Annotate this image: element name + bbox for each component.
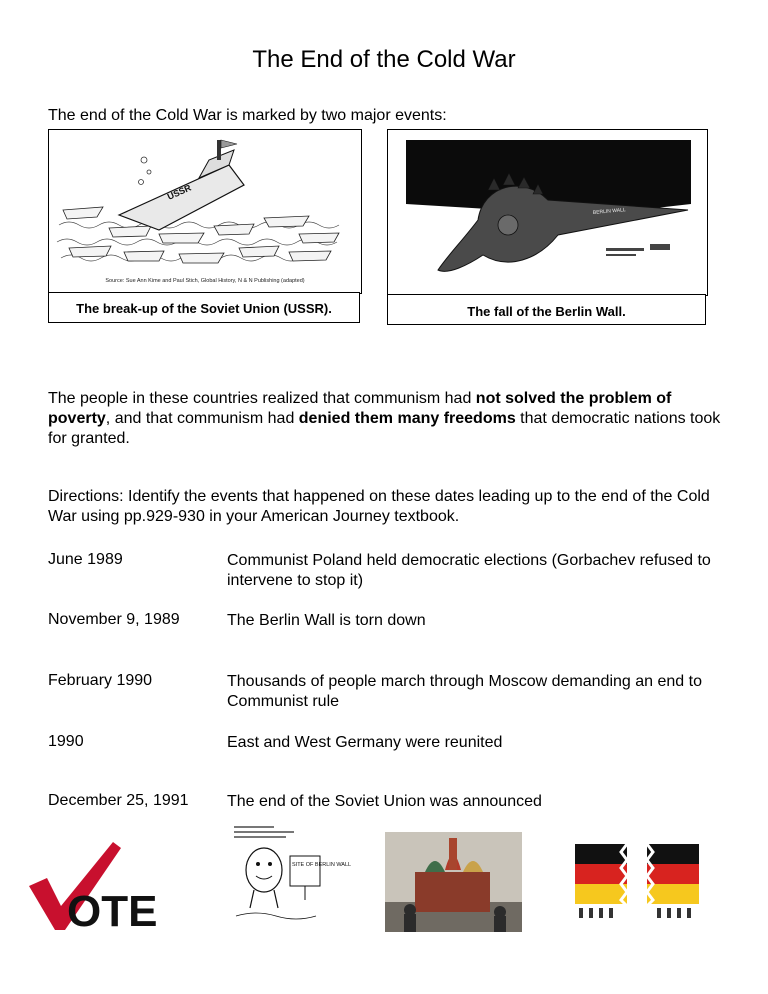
para-part-1: The people in these countries realized that communism had xyxy=(48,390,476,407)
ussr-caption-text: The break-up of the Soviet Union (USSR). xyxy=(76,301,332,316)
cartoon-source: Source: Sue Ann Kime and Paul Stich, Global History, N & N Publishing (adapted) xyxy=(105,278,305,284)
timeline-date: December 25, 1991 xyxy=(48,792,189,809)
directions-text: Directions: Identify the events that happened on these dates leading up to the end of the Cold War using pp.929-930 in your American Journey textbook. xyxy=(48,488,710,525)
wall-sign: SITE OF BERLIN WALL xyxy=(292,862,352,868)
timeline-event: The end of the Soviet Union was announced xyxy=(227,793,542,810)
berlin-caption xyxy=(387,294,706,325)
explanation-paragraph xyxy=(48,389,728,449)
para-part-2: , and that communism had xyxy=(105,410,299,427)
german-flags-cartoon xyxy=(567,832,712,932)
sinking-ship-illustration xyxy=(49,130,361,293)
page-title: The End of the Cold War xyxy=(252,46,516,73)
timeline-event: The Berlin Wall is torn down xyxy=(227,612,426,629)
berlin-wall-cartoon xyxy=(387,129,708,296)
timeline-date: November 9, 1989 xyxy=(48,611,180,628)
para-bold-2: denied them many freedoms xyxy=(298,410,516,427)
ussr-cartoon xyxy=(48,129,362,294)
vote-checkmark-image xyxy=(25,838,185,936)
ussr-caption xyxy=(48,292,360,323)
wall-label: BERLIN WALL xyxy=(592,207,626,216)
timeline-event: Thousands of people march through Moscow demanding an end to Communist rule xyxy=(227,673,702,710)
timeline-date: February 1990 xyxy=(48,672,153,689)
dinosaur-wall-illustration xyxy=(388,130,707,295)
timeline-date: June 1989 xyxy=(48,551,123,568)
humpty-dumpty-cartoon xyxy=(228,820,352,930)
timeline-event: East and West Germany were reunited xyxy=(227,734,503,751)
moscow-cathedral-photo xyxy=(385,832,522,932)
timeline-event: Communist Poland held democratic elections (Gorbachev refused to intervene to stop it) xyxy=(227,552,711,589)
para-bold-1: not solved the problem of poverty xyxy=(48,390,672,427)
ship-label: USSR xyxy=(165,182,193,202)
timeline-date: 1990 xyxy=(48,733,84,750)
intro-text: The end of the Cold War is marked by two major events: xyxy=(48,107,447,124)
para-part-3: that democratic nations took for granted. xyxy=(48,410,721,447)
berlin-caption-text: The fall of the Berlin Wall. xyxy=(467,304,626,319)
vote-text: OTE xyxy=(67,887,158,936)
